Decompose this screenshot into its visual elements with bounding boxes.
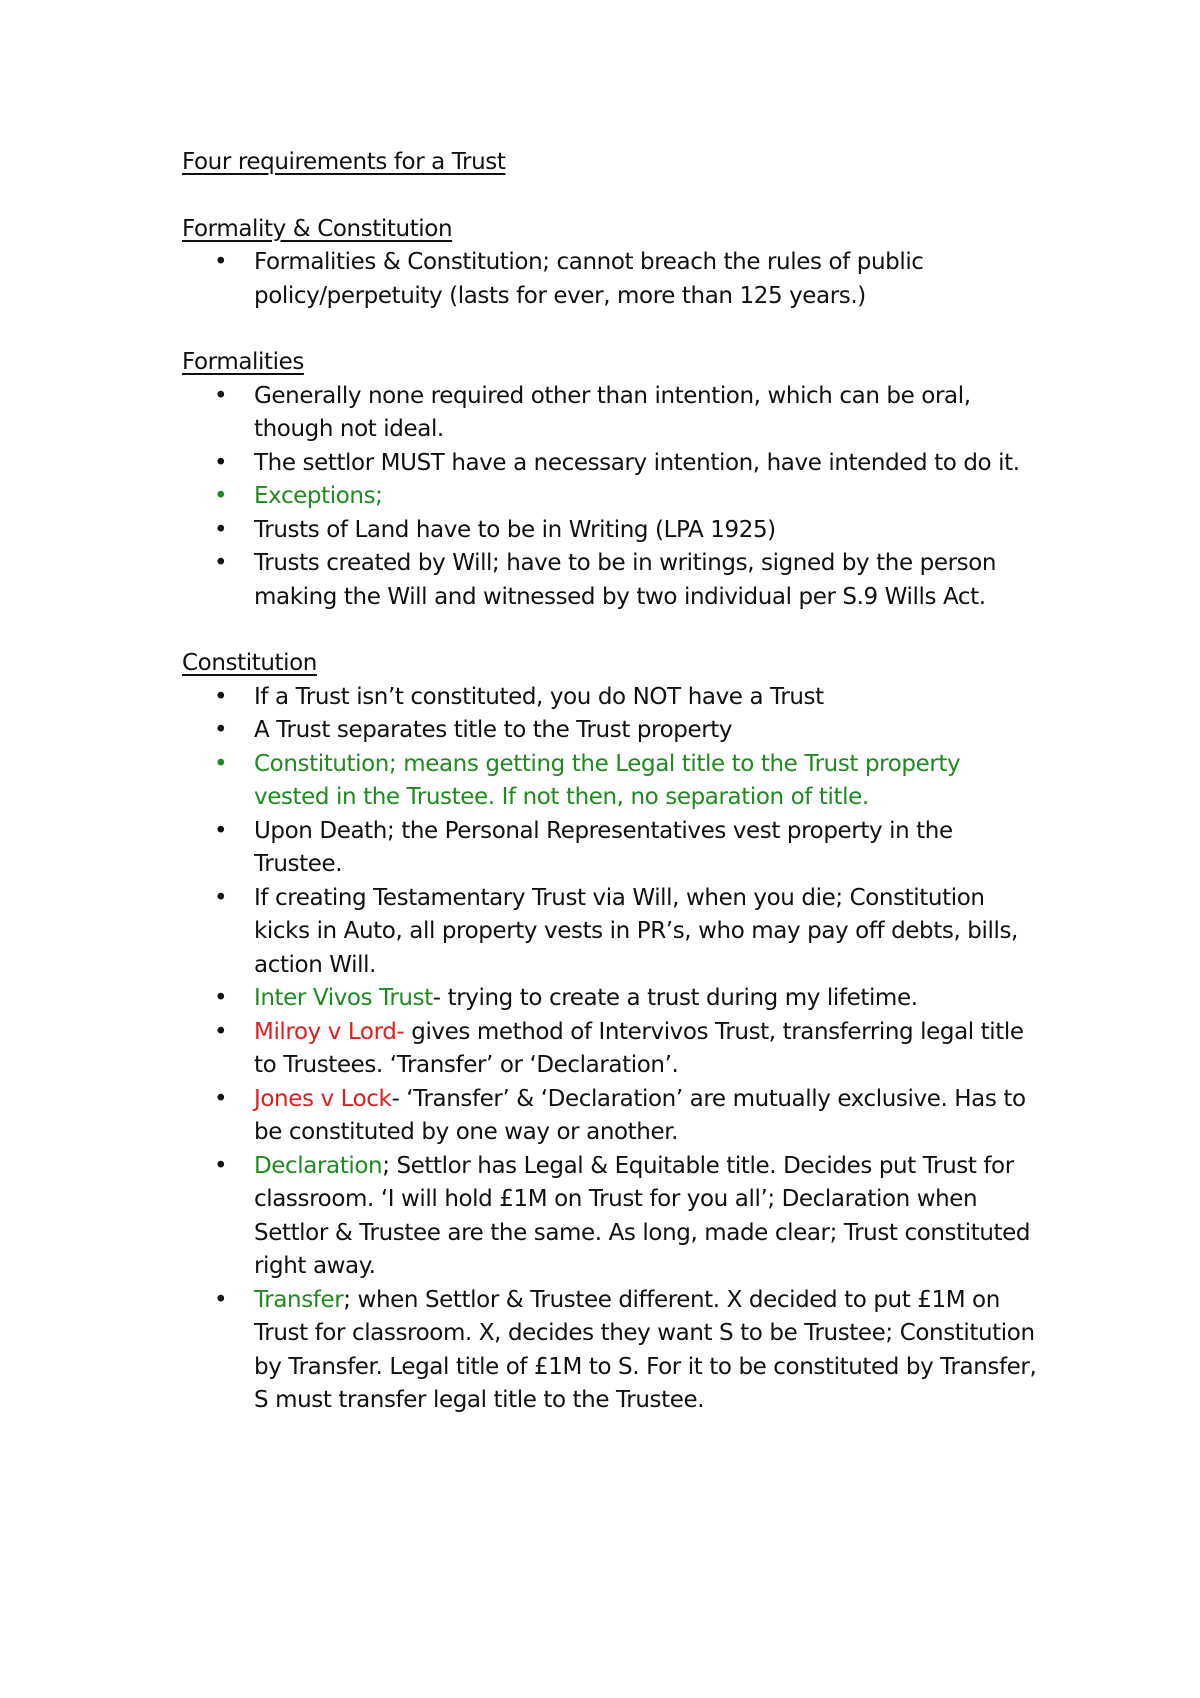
list-item-text: ; Settlor has Legal & Equitable title. Decides put Trust for classroom. ‘I will hold £1M on Trust for you all’; Declaration when Settlor & Trustee are the same. As long, made clear; Trust constituted right away. [254, 1152, 1031, 1279]
case-jones-v-lock: Jones v Lock [254, 1085, 392, 1112]
case-milroy-v-lord: Milroy v Lord- [254, 1018, 405, 1045]
list-item [182, 982, 1042, 1016]
list-item-text: gives method of Intervivos Trust, transferring legal title to Trustees. ‘Transfer’ or ‘Declaration’. [254, 1018, 1024, 1078]
page-title: Four requirements for a Trust [182, 149, 506, 175]
list-item [182, 1016, 1042, 1083]
term-inter-vivos-trust: Inter Vivos Trust [254, 985, 433, 1011]
list-item: • A Trust separates title to the Trust property [182, 714, 1042, 748]
list-item: • The settlor MUST have a necessary intention, have intended to do it. [182, 447, 1042, 481]
section-heading-formalities: Formalities [182, 349, 304, 375]
list-item: • If creating Testamentary Trust via Will, when you die; Constitution kicks in Auto, all property vests in PR’s, who may pay off debts, bills, action Will. [182, 882, 1042, 983]
list-item-constitution-definition: • Constitution; means getting the Legal title to the Trust property vested in the Trustee. If not then, no separation of title. [182, 748, 1042, 815]
list-item [182, 1083, 1042, 1150]
document-body [182, 146, 1042, 1418]
formality-constitution-list [182, 246, 1042, 313]
list-item [182, 1284, 1042, 1418]
list-item: • Trusts of Land have to be in Writing (LPA 1925) [182, 514, 1042, 548]
list-item-text: - trying to create a trust during my lifetime. [432, 985, 918, 1011]
term-declaration: Declaration [254, 1152, 383, 1179]
list-item-exceptions: • Exceptions; [182, 480, 1042, 514]
list-item: • Generally none required other than intention, which can be oral, though not ideal. [182, 380, 1042, 447]
term-transfer: Transfer [254, 1286, 344, 1313]
section-heading-constitution: Constitution [182, 650, 317, 676]
list-item-text: - ‘Transfer’ & ‘Declaration’ are mutually exclusive. Has to be constituted by one way or another. [254, 1085, 1026, 1145]
list-item: • If a Trust isn’t constituted, you do NOT have a Trust [182, 681, 1042, 715]
constitution-list [182, 681, 1042, 1418]
formalities-list [182, 380, 1042, 615]
list-item: • Trusts created by Will; have to be in writings, signed by the person making the Will and witnessed by two individual per S.9 Wills Act. [182, 547, 1042, 614]
list-item [182, 1150, 1042, 1284]
list-item-text: ; when Settlor & Trustee different. X decided to put £1M on Trust for classroom. X, decides they want S to be Trustee; Constitution by Transfer. Legal title of £1M to S. For it to be constituted by Transfer, S must transfer legal title to the Trustee. [254, 1286, 1037, 1413]
section-heading-formality-constitution: Formality & Constitution [182, 215, 453, 242]
list-item: • Upon Death; the Personal Representatives vest property in the Trustee. [182, 815, 1042, 882]
list-item: • Formalities & Constitution; cannot breach the rules of public policy/perpetuity (lasts for ever, more than 125 years.) [182, 246, 1042, 313]
